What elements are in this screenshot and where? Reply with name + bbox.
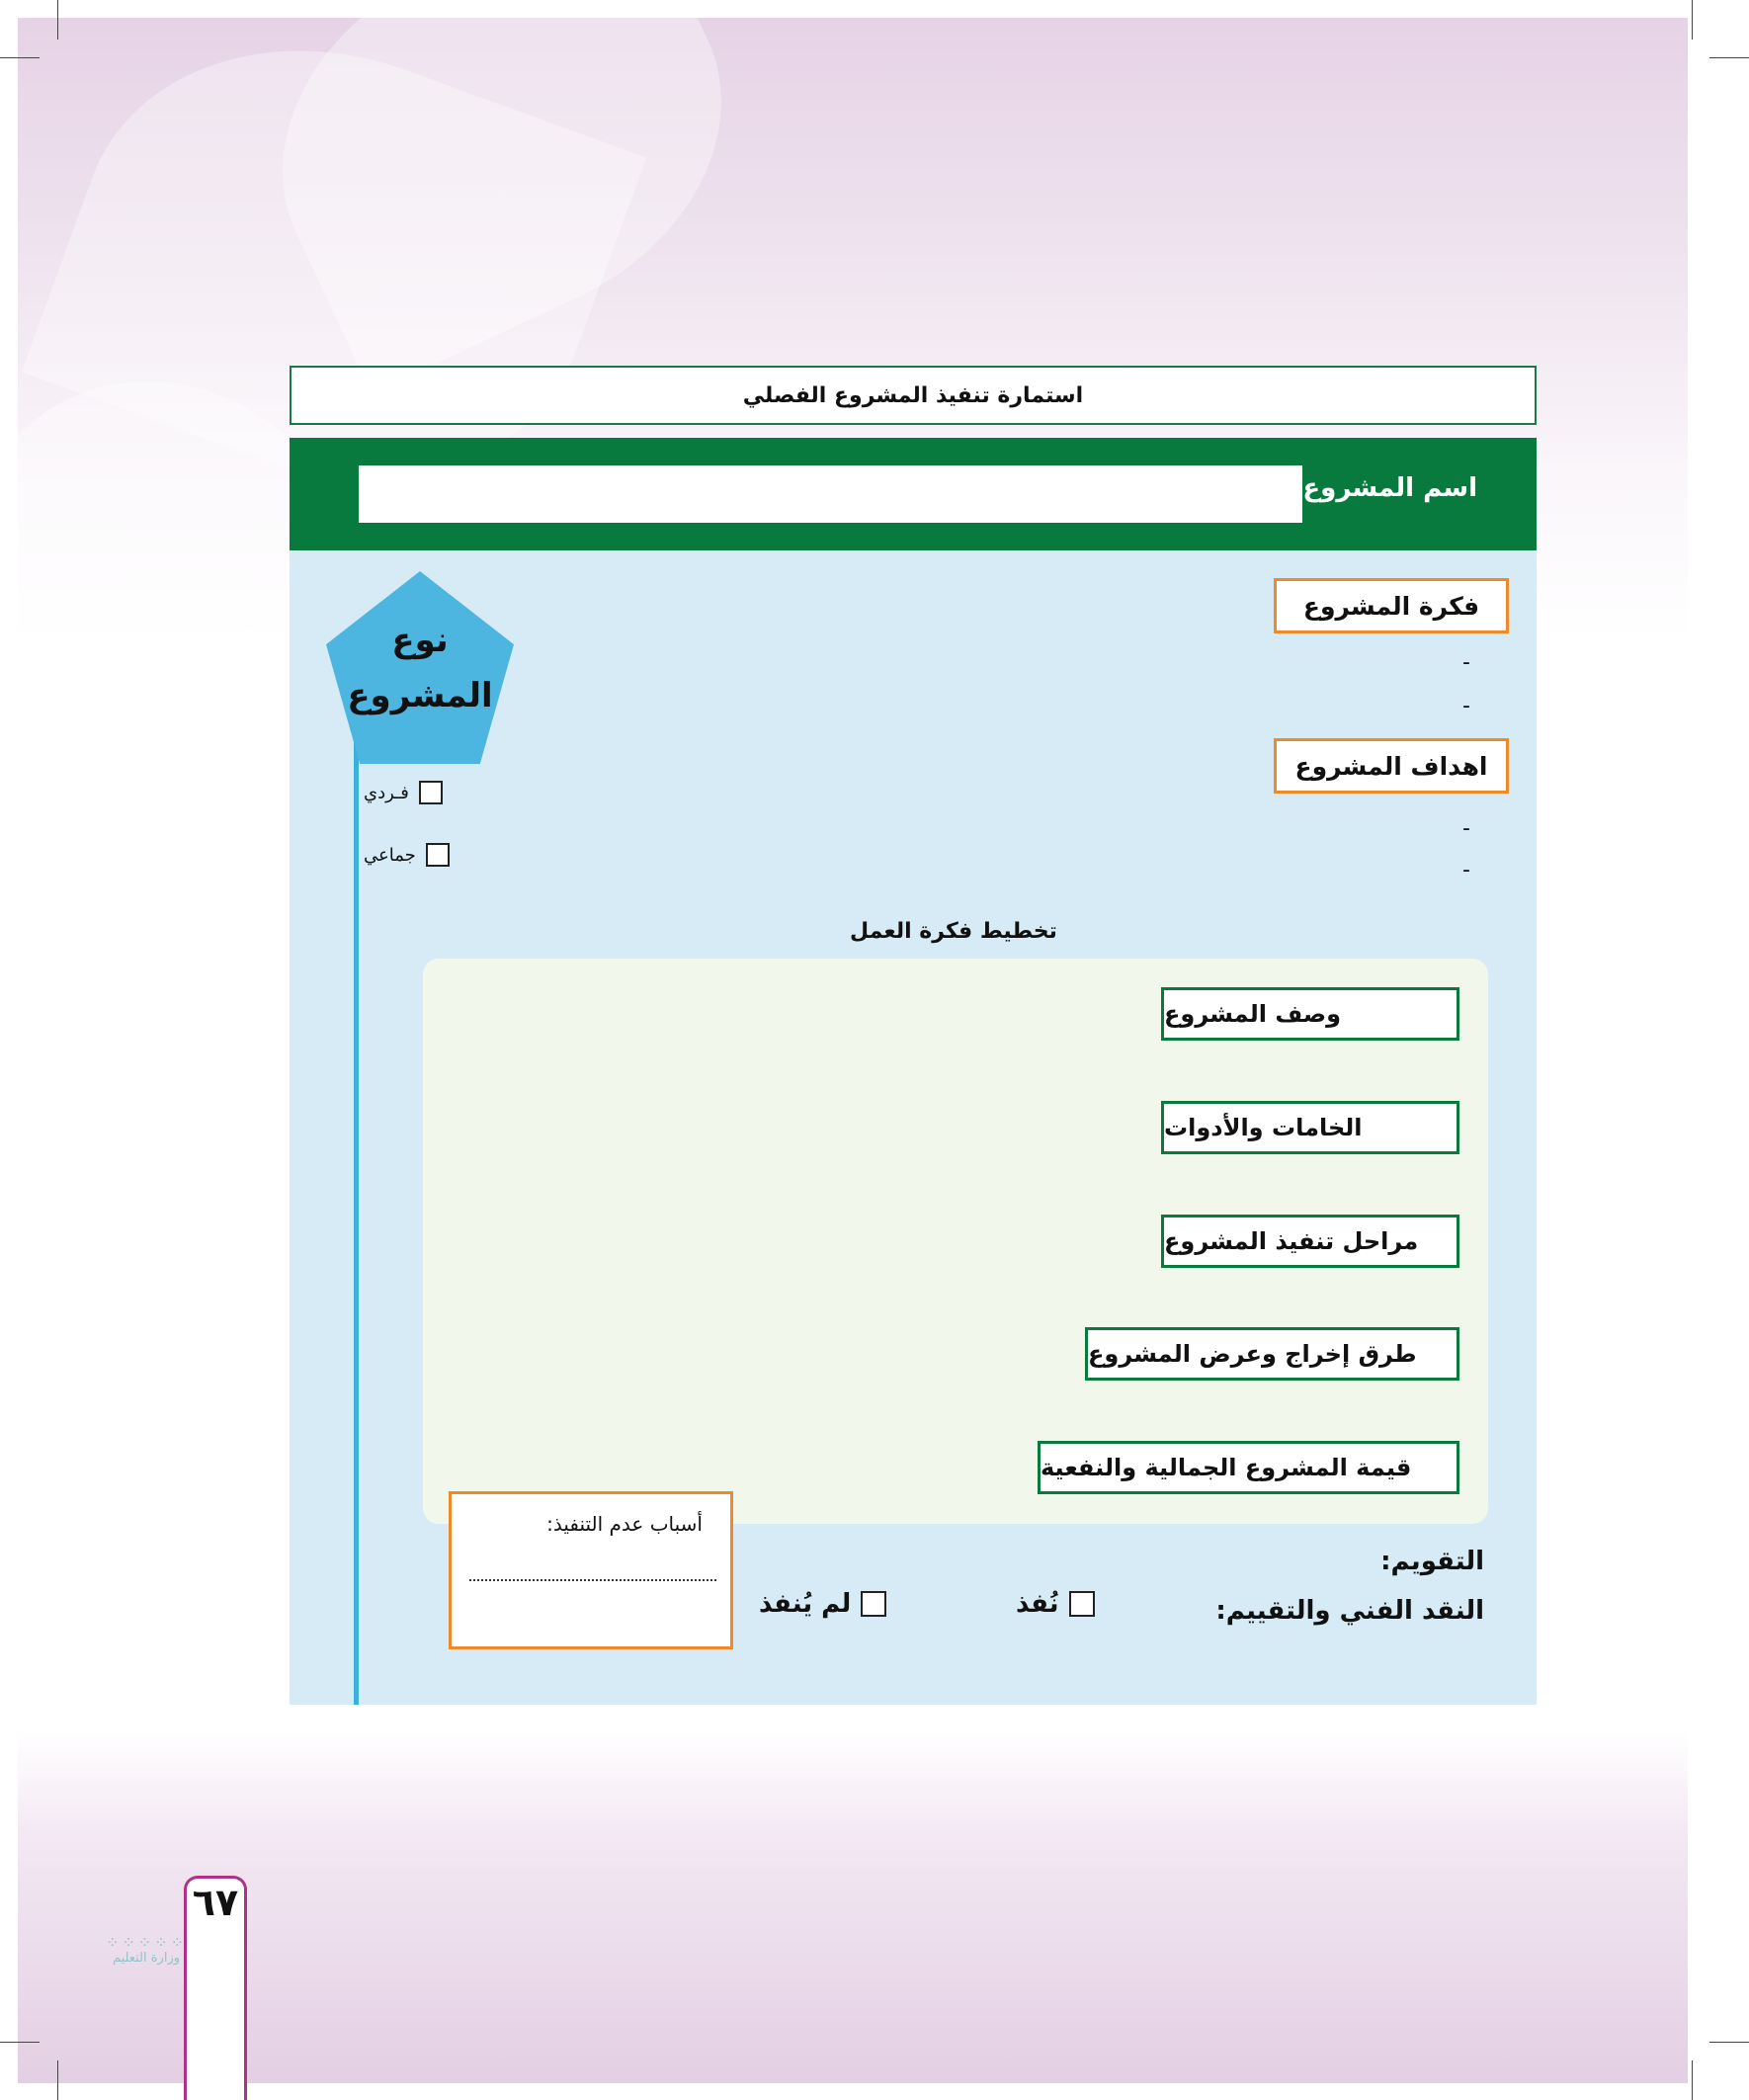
planning-item-description: وصف المشروع: [1161, 987, 1459, 1041]
individual-label: فـردي: [364, 782, 409, 803]
logo-text: وزارة التعليم: [112, 1951, 181, 1966]
project-name-input[interactable]: [359, 465, 1302, 523]
done-checkbox[interactable]: [1069, 1591, 1095, 1617]
form-title: استمارة تنفيذ المشروع الفصلي: [290, 366, 1537, 425]
idea-dash-1: -: [1462, 650, 1470, 675]
planning-title: تخطيط فكرة العمل: [850, 919, 1057, 944]
crop-mark: [0, 57, 40, 58]
idea-dash-2: -: [1462, 694, 1470, 718]
reasons-box[interactable]: [449, 1491, 733, 1649]
option-not-done[interactable]: [759, 1589, 886, 1619]
project-idea-label: فكرة المشروع: [1274, 578, 1509, 633]
goals-dash-1: -: [1462, 816, 1470, 841]
individual-checkbox[interactable]: [419, 781, 443, 804]
reasons-title: أسباب عدم التنفيذ:: [546, 1512, 703, 1536]
project-type-heading: [326, 613, 514, 723]
crop-mark: [1709, 57, 1749, 58]
reasons-dotted-line: [469, 1579, 716, 1581]
done-label: نُفذ: [1016, 1589, 1059, 1619]
planning-item-presentation: طرق إخراج وعرض المشروع: [1085, 1327, 1459, 1381]
critique-label: النقد الفني والتقييم:: [1215, 1596, 1484, 1626]
ministry-logo: [99, 1935, 194, 1966]
group-label: جماعي: [364, 844, 416, 866]
logo-dots-icon: ⁘⁘⁘⁘⁘: [105, 1933, 188, 1952]
option-done[interactable]: [1016, 1589, 1095, 1619]
goals-dash-2: -: [1462, 858, 1470, 882]
not-done-label: لم يُنفذ: [759, 1589, 852, 1619]
crop-mark: [1692, 0, 1693, 40]
option-individual[interactable]: [364, 781, 443, 804]
page-number: ٦٧: [192, 1881, 239, 1924]
crop-mark: [0, 2042, 40, 2043]
project-type-line1: نوع: [391, 621, 449, 660]
not-done-checkbox[interactable]: [861, 1591, 886, 1617]
evaluation-heading: التقويم:: [1380, 1547, 1484, 1576]
project-goals-label: اهداف المشروع: [1274, 738, 1509, 794]
group-checkbox[interactable]: [426, 843, 450, 867]
crop-mark: [57, 2060, 58, 2100]
crop-mark: [1709, 2042, 1749, 2043]
planning-item-value: قيمة المشروع الجمالية والنفعية: [1038, 1441, 1459, 1494]
planning-item-materials: الخامات والأدوات: [1161, 1101, 1459, 1154]
divider-line: [354, 731, 359, 1705]
project-name-bar: [290, 438, 1537, 550]
project-name-label: اسم المشروع: [1302, 473, 1477, 503]
crop-mark: [57, 0, 58, 40]
planning-item-stages: مراحل تنفيذ المشروع: [1161, 1215, 1459, 1268]
option-group[interactable]: [364, 843, 450, 867]
crop-mark: [1692, 2060, 1693, 2100]
project-type-line2: المشروع: [347, 676, 493, 715]
